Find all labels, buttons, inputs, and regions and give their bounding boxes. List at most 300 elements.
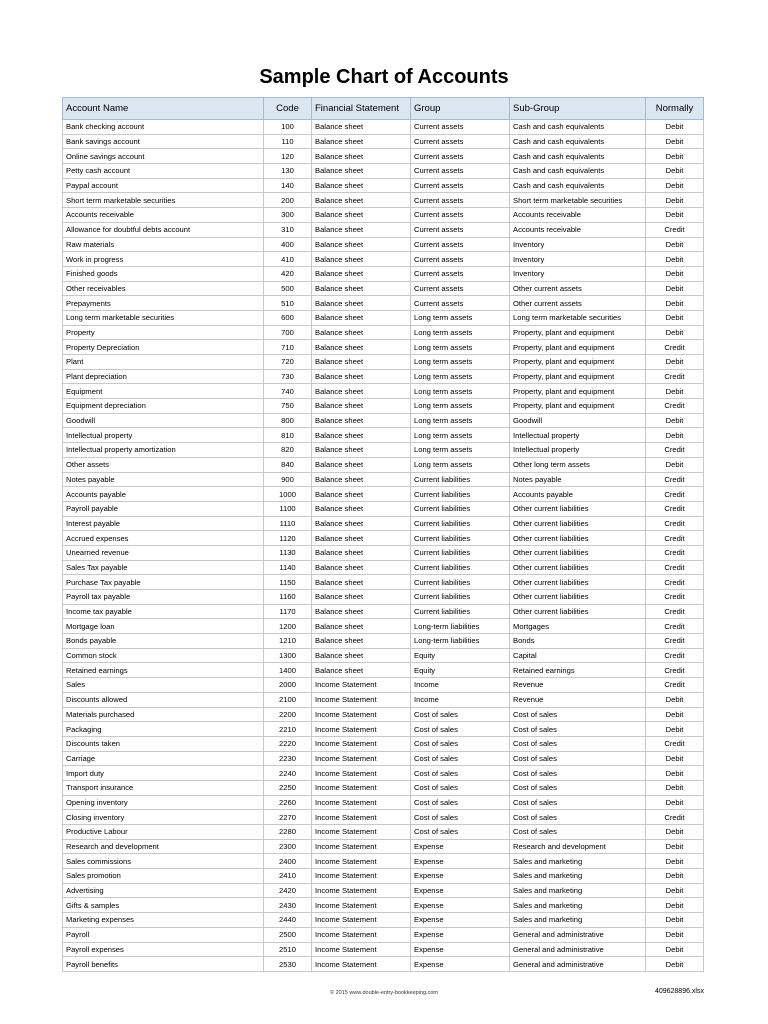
table-row [63, 560, 704, 575]
cell-normally: Debit [646, 325, 704, 340]
cell-group: Current assets [411, 178, 510, 193]
cell-code: 820 [264, 443, 312, 458]
cell-financial-statement: Balance sheet [312, 237, 411, 252]
cell-account-name: Goodwill [63, 413, 264, 428]
cell-normally: Credit [646, 678, 704, 693]
cell-normally: Debit [646, 178, 704, 193]
table-row [63, 839, 704, 854]
cell-financial-statement: Balance sheet [312, 648, 411, 663]
cell-account-name: Other assets [63, 457, 264, 472]
cell-financial-statement: Income Statement [312, 957, 411, 972]
cell-financial-statement: Balance sheet [312, 545, 411, 560]
table-row [63, 619, 704, 634]
cell-code: 1110 [264, 516, 312, 531]
cell-group: Cost of sales [411, 810, 510, 825]
table-row [63, 384, 704, 399]
cell-normally: Debit [646, 766, 704, 781]
cell-code: 2240 [264, 766, 312, 781]
cell-group: Expense [411, 869, 510, 884]
cell-normally: Credit [646, 810, 704, 825]
cell-code: 2400 [264, 854, 312, 869]
cell-group: Current assets [411, 149, 510, 164]
cell-financial-statement: Balance sheet [312, 384, 411, 399]
cell-group: Current assets [411, 266, 510, 281]
cell-group: Current assets [411, 164, 510, 179]
cell-account-name: Discounts taken [63, 736, 264, 751]
cell-code: 110 [264, 134, 312, 149]
cell-account-name: Short term marketable securities [63, 193, 264, 208]
cell-account-name: Packaging [63, 722, 264, 737]
cell-sub-group: Cost of sales [510, 795, 646, 810]
cell-sub-group: Cash and cash equivalents [510, 164, 646, 179]
cell-group: Cost of sales [411, 795, 510, 810]
cell-code: 2420 [264, 883, 312, 898]
cell-account-name: Work in progress [63, 252, 264, 267]
cell-financial-statement: Balance sheet [312, 134, 411, 149]
cell-group: Long term assets [411, 325, 510, 340]
cell-financial-statement: Balance sheet [312, 340, 411, 355]
cell-sub-group: Sales and marketing [510, 913, 646, 928]
cell-account-name: Sales [63, 678, 264, 693]
table-row [63, 457, 704, 472]
cell-account-name: Plant [63, 355, 264, 370]
cell-normally: Debit [646, 384, 704, 399]
cell-sub-group: Cost of sales [510, 736, 646, 751]
cell-group: Current liabilities [411, 501, 510, 516]
cell-financial-statement: Balance sheet [312, 516, 411, 531]
cell-normally: Debit [646, 310, 704, 325]
table-row [63, 531, 704, 546]
cell-financial-statement: Balance sheet [312, 310, 411, 325]
cell-code: 420 [264, 266, 312, 281]
cell-account-name: Discounts allowed [63, 692, 264, 707]
cell-financial-statement: Balance sheet [312, 501, 411, 516]
cell-code: 800 [264, 413, 312, 428]
cell-normally: Debit [646, 942, 704, 957]
cell-sub-group: Retained earnings [510, 663, 646, 678]
table-row [63, 795, 704, 810]
cell-code: 710 [264, 340, 312, 355]
cell-code: 2200 [264, 707, 312, 722]
cell-group: Expense [411, 942, 510, 957]
cell-group: Cost of sales [411, 736, 510, 751]
cell-sub-group: Capital [510, 648, 646, 663]
cell-group: Cost of sales [411, 751, 510, 766]
cell-code: 1120 [264, 531, 312, 546]
cell-sub-group: General and administrative [510, 927, 646, 942]
cell-account-name: Notes payable [63, 472, 264, 487]
cell-code: 1000 [264, 487, 312, 502]
cell-financial-statement: Balance sheet [312, 325, 411, 340]
cell-sub-group: Cost of sales [510, 780, 646, 795]
cell-sub-group: Other current liabilities [510, 560, 646, 575]
cell-account-name: Property Depreciation [63, 340, 264, 355]
cell-code: 700 [264, 325, 312, 340]
cell-normally: Debit [646, 149, 704, 164]
table-row [63, 751, 704, 766]
cell-normally: Debit [646, 281, 704, 296]
column-header-account-name: Account Name [63, 98, 264, 120]
cell-account-name: Plant depreciation [63, 369, 264, 384]
cell-financial-statement: Balance sheet [312, 457, 411, 472]
cell-financial-statement: Income Statement [312, 736, 411, 751]
cell-account-name: Finished goods [63, 266, 264, 281]
cell-group: Expense [411, 854, 510, 869]
cell-group: Expense [411, 913, 510, 928]
cell-code: 1300 [264, 648, 312, 663]
cell-group: Long term assets [411, 413, 510, 428]
table-row [63, 325, 704, 340]
table-row [63, 766, 704, 781]
cell-financial-statement: Income Statement [312, 898, 411, 913]
cell-account-name: Purchase Tax payable [63, 575, 264, 590]
cell-code: 720 [264, 355, 312, 370]
table-row [63, 413, 704, 428]
table-row [63, 825, 704, 840]
cell-financial-statement: Income Statement [312, 883, 411, 898]
table-row [63, 575, 704, 590]
footer-copyright: © 2015 www.double-entry-bookkeeping.com [329, 990, 438, 996]
cell-code: 2250 [264, 780, 312, 795]
cell-group: Current liabilities [411, 560, 510, 575]
cell-normally: Credit [646, 472, 704, 487]
cell-sub-group: Property, plant and equipment [510, 399, 646, 414]
cell-sub-group: Other current liabilities [510, 590, 646, 605]
table-row [63, 428, 704, 443]
cell-normally: Credit [646, 516, 704, 531]
cell-financial-statement: Balance sheet [312, 619, 411, 634]
cell-account-name: Closing inventory [63, 810, 264, 825]
cell-sub-group: Sales and marketing [510, 854, 646, 869]
column-header-group: Group [411, 98, 510, 120]
cell-group: Long term assets [411, 384, 510, 399]
cell-group: Long-term liabilities [411, 619, 510, 634]
cell-normally: Debit [646, 780, 704, 795]
table-row [63, 355, 704, 370]
cell-financial-statement: Income Statement [312, 692, 411, 707]
cell-financial-statement: Income Statement [312, 751, 411, 766]
cell-normally: Credit [646, 531, 704, 546]
cell-sub-group: Other current liabilities [510, 604, 646, 619]
cell-normally: Debit [646, 428, 704, 443]
cell-account-name: Petty cash account [63, 164, 264, 179]
cell-sub-group: Cost of sales [510, 766, 646, 781]
cell-sub-group: Other current assets [510, 296, 646, 311]
cell-sub-group: Revenue [510, 692, 646, 707]
cell-financial-statement: Balance sheet [312, 560, 411, 575]
cell-normally: Credit [646, 575, 704, 590]
table-row [63, 164, 704, 179]
cell-sub-group: Property, plant and equipment [510, 340, 646, 355]
cell-normally: Credit [646, 501, 704, 516]
cell-normally: Credit [646, 604, 704, 619]
chart-of-accounts-table [62, 97, 704, 972]
cell-account-name: Other receivables [63, 281, 264, 296]
column-header-financial-statement: Financial Statement [312, 98, 411, 120]
cell-normally: Debit [646, 883, 704, 898]
cell-sub-group: Revenue [510, 678, 646, 693]
cell-sub-group: Intellectual property [510, 443, 646, 458]
table-row [63, 942, 704, 957]
cell-sub-group: Cash and cash equivalents [510, 149, 646, 164]
cell-account-name: Payroll benefits [63, 957, 264, 972]
cell-account-name: Sales commissions [63, 854, 264, 869]
cell-financial-statement: Income Statement [312, 825, 411, 840]
cell-financial-statement: Balance sheet [312, 178, 411, 193]
cell-group: Expense [411, 927, 510, 942]
cell-account-name: Productive Labour [63, 825, 264, 840]
cell-normally: Debit [646, 957, 704, 972]
cell-group: Long term assets [411, 457, 510, 472]
cell-financial-statement: Income Statement [312, 780, 411, 795]
table-row [63, 369, 704, 384]
cell-financial-statement: Balance sheet [312, 487, 411, 502]
cell-code: 1100 [264, 501, 312, 516]
cell-code: 1160 [264, 590, 312, 605]
cell-financial-statement: Balance sheet [312, 164, 411, 179]
cell-account-name: Interest payable [63, 516, 264, 531]
cell-account-name: Import duty [63, 766, 264, 781]
cell-sub-group: Other current liabilities [510, 516, 646, 531]
cell-account-name: Long term marketable securities [63, 310, 264, 325]
table-row [63, 927, 704, 942]
cell-group: Current assets [411, 281, 510, 296]
cell-sub-group: Property, plant and equipment [510, 384, 646, 399]
cell-code: 1130 [264, 545, 312, 560]
cell-sub-group: Inventory [510, 266, 646, 281]
cell-code: 740 [264, 384, 312, 399]
cell-group: Current liabilities [411, 575, 510, 590]
cell-financial-statement: Income Statement [312, 854, 411, 869]
table-row [63, 340, 704, 355]
cell-group: Long term assets [411, 355, 510, 370]
cell-account-name: Bank checking account [63, 120, 264, 135]
cell-financial-statement: Balance sheet [312, 193, 411, 208]
cell-code: 2270 [264, 810, 312, 825]
cell-group: Current liabilities [411, 516, 510, 531]
cell-code: 1200 [264, 619, 312, 634]
cell-code: 100 [264, 120, 312, 135]
cell-sub-group: Goodwill [510, 413, 646, 428]
cell-account-name: Paypal account [63, 178, 264, 193]
cell-normally: Debit [646, 237, 704, 252]
cell-normally: Debit [646, 854, 704, 869]
cell-sub-group: Property, plant and equipment [510, 325, 646, 340]
cell-financial-statement: Balance sheet [312, 575, 411, 590]
cell-code: 1140 [264, 560, 312, 575]
cell-sub-group: General and administrative [510, 942, 646, 957]
table-header-row [63, 98, 704, 120]
cell-normally: Debit [646, 457, 704, 472]
cell-group: Long term assets [411, 399, 510, 414]
cell-sub-group: Other current liabilities [510, 575, 646, 590]
table-row [63, 208, 704, 223]
cell-financial-statement: Income Statement [312, 722, 411, 737]
cell-sub-group: Long term marketable securities [510, 310, 646, 325]
cell-normally: Debit [646, 927, 704, 942]
table-row [63, 780, 704, 795]
table-row [63, 678, 704, 693]
cell-financial-statement: Balance sheet [312, 222, 411, 237]
cell-normally: Credit [646, 545, 704, 560]
cell-group: Expense [411, 957, 510, 972]
cell-normally: Debit [646, 413, 704, 428]
cell-normally: Debit [646, 134, 704, 149]
cell-financial-statement: Balance sheet [312, 590, 411, 605]
cell-sub-group: Accounts payable [510, 487, 646, 502]
cell-normally: Debit [646, 722, 704, 737]
table-row [63, 252, 704, 267]
table-row [63, 237, 704, 252]
cell-group: Long term assets [411, 340, 510, 355]
cell-group: Current assets [411, 120, 510, 135]
cell-code: 900 [264, 472, 312, 487]
cell-normally: Debit [646, 751, 704, 766]
cell-group: Current liabilities [411, 472, 510, 487]
cell-account-name: Gifts & samples [63, 898, 264, 913]
cell-code: 2510 [264, 942, 312, 957]
cell-financial-statement: Balance sheet [312, 120, 411, 135]
table-row [63, 869, 704, 884]
cell-normally: Debit [646, 839, 704, 854]
table-row [63, 310, 704, 325]
cell-sub-group: Other current assets [510, 281, 646, 296]
cell-account-name: Equipment [63, 384, 264, 399]
cell-code: 2100 [264, 692, 312, 707]
cell-financial-statement: Balance sheet [312, 369, 411, 384]
cell-normally: Debit [646, 266, 704, 281]
table-row [63, 736, 704, 751]
cell-normally: Credit [646, 560, 704, 575]
cell-code: 2230 [264, 751, 312, 766]
cell-financial-statement: Balance sheet [312, 413, 411, 428]
column-header-sub-group: Sub-Group [510, 98, 646, 120]
cell-financial-statement: Income Statement [312, 810, 411, 825]
cell-code: 510 [264, 296, 312, 311]
cell-group: Current assets [411, 193, 510, 208]
cell-sub-group: Accounts receivable [510, 222, 646, 237]
cell-sub-group: Notes payable [510, 472, 646, 487]
cell-account-name: Prepayments [63, 296, 264, 311]
cell-financial-statement: Income Statement [312, 795, 411, 810]
cell-financial-statement: Income Statement [312, 942, 411, 957]
cell-group: Expense [411, 839, 510, 854]
cell-group: Income [411, 692, 510, 707]
cell-sub-group: Other current liabilities [510, 531, 646, 546]
cell-group: Cost of sales [411, 707, 510, 722]
cell-group: Current assets [411, 222, 510, 237]
table-row [63, 854, 704, 869]
cell-group: Current liabilities [411, 590, 510, 605]
cell-account-name: Retained earnings [63, 663, 264, 678]
table-row [63, 545, 704, 560]
cell-group: Long-term liabilities [411, 634, 510, 649]
cell-code: 730 [264, 369, 312, 384]
cell-code: 810 [264, 428, 312, 443]
cell-sub-group: Sales and marketing [510, 898, 646, 913]
cell-normally: Debit [646, 208, 704, 223]
cell-group: Income [411, 678, 510, 693]
table-row [63, 266, 704, 281]
cell-code: 2260 [264, 795, 312, 810]
cell-account-name: Property [63, 325, 264, 340]
cell-account-name: Payroll expenses [63, 942, 264, 957]
table-row [63, 501, 704, 516]
cell-account-name: Intellectual property [63, 428, 264, 443]
cell-account-name: Carriage [63, 751, 264, 766]
cell-normally: Credit [646, 369, 704, 384]
cell-account-name: Payroll payable [63, 501, 264, 516]
cell-normally: Debit [646, 692, 704, 707]
cell-group: Equity [411, 648, 510, 663]
cell-financial-statement: Balance sheet [312, 443, 411, 458]
cell-group: Cost of sales [411, 825, 510, 840]
table-row [63, 692, 704, 707]
cell-account-name: Materials purchased [63, 707, 264, 722]
cell-code: 130 [264, 164, 312, 179]
cell-account-name: Sales Tax payable [63, 560, 264, 575]
cell-account-name: Allowance for doubtful debts account [63, 222, 264, 237]
table-row [63, 281, 704, 296]
cell-normally: Debit [646, 869, 704, 884]
cell-group: Long term assets [411, 443, 510, 458]
cell-code: 2440 [264, 913, 312, 928]
cell-group: Long term assets [411, 369, 510, 384]
cell-sub-group: Research and development [510, 839, 646, 854]
table-row [63, 149, 704, 164]
cell-normally: Credit [646, 590, 704, 605]
table-body [63, 120, 704, 972]
cell-account-name: Research and development [63, 839, 264, 854]
cell-group: Current liabilities [411, 604, 510, 619]
cell-sub-group: Intellectual property [510, 428, 646, 443]
table-row [63, 472, 704, 487]
cell-account-name: Accounts receivable [63, 208, 264, 223]
cell-account-name: Advertising [63, 883, 264, 898]
cell-account-name: Sales promotion [63, 869, 264, 884]
cell-account-name: Income tax payable [63, 604, 264, 619]
cell-account-name: Unearned revenue [63, 545, 264, 560]
cell-normally: Debit [646, 193, 704, 208]
table-row [63, 516, 704, 531]
cell-normally: Debit [646, 164, 704, 179]
cell-account-name: Payroll [63, 927, 264, 942]
table-row [63, 604, 704, 619]
cell-group: Current assets [411, 252, 510, 267]
cell-sub-group: Sales and marketing [510, 883, 646, 898]
cell-account-name: Opening inventory [63, 795, 264, 810]
cell-code: 400 [264, 237, 312, 252]
cell-code: 1210 [264, 634, 312, 649]
cell-financial-statement: Balance sheet [312, 428, 411, 443]
cell-code: 410 [264, 252, 312, 267]
cell-sub-group: Cost of sales [510, 707, 646, 722]
cell-account-name: Raw materials [63, 237, 264, 252]
cell-sub-group: Cost of sales [510, 825, 646, 840]
cell-sub-group: Inventory [510, 237, 646, 252]
column-header-normally: Normally [646, 98, 704, 120]
cell-group: Equity [411, 663, 510, 678]
cell-sub-group: Property, plant and equipment [510, 355, 646, 370]
cell-group: Current liabilities [411, 545, 510, 560]
cell-sub-group: Property, plant and equipment [510, 369, 646, 384]
cell-financial-statement: Balance sheet [312, 208, 411, 223]
cell-normally: Credit [646, 399, 704, 414]
cell-code: 1400 [264, 663, 312, 678]
cell-financial-statement: Balance sheet [312, 296, 411, 311]
cell-code: 300 [264, 208, 312, 223]
cell-group: Current assets [411, 237, 510, 252]
